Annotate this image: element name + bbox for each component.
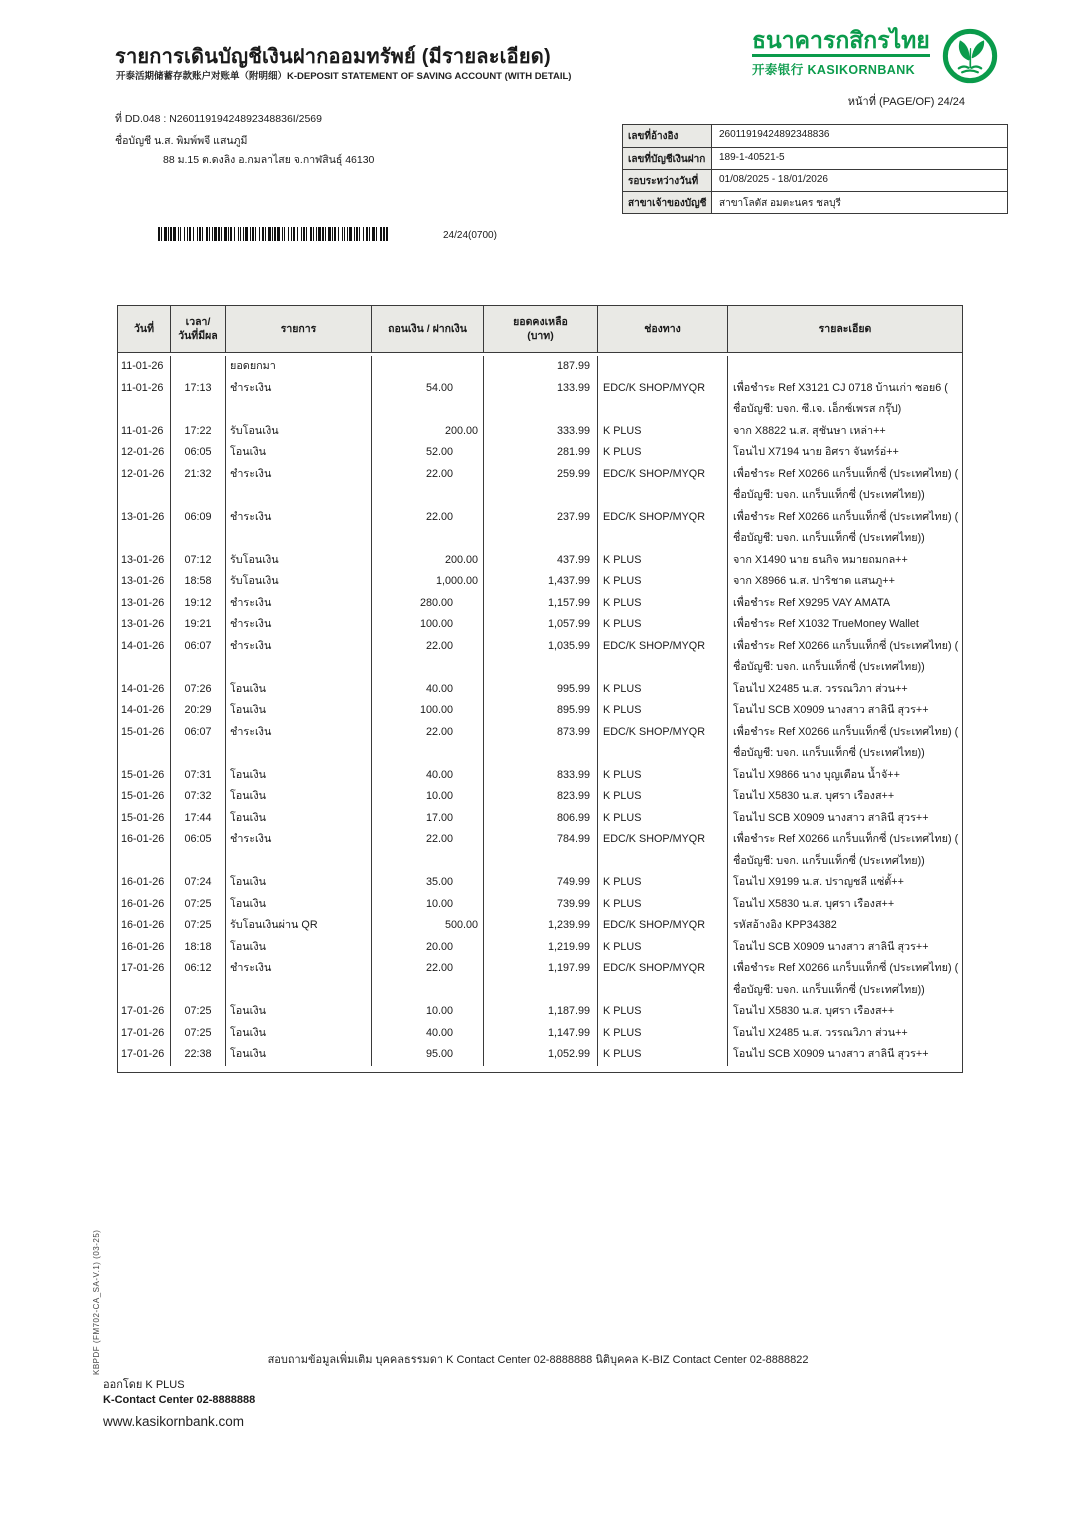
col-header-time: เวลา/ วันที่มีผล bbox=[171, 306, 226, 352]
txn-detail: เพื่อชำระ Ref X1032 TrueMoney Wallet bbox=[733, 618, 919, 630]
txn-time: 17:44 bbox=[171, 808, 226, 830]
bank-logo-text bbox=[752, 28, 930, 78]
txn-date: 11-01-26 bbox=[118, 378, 171, 421]
txn-amount: 22.00 bbox=[372, 829, 484, 872]
txn-balance: 1,437.99 bbox=[484, 571, 598, 593]
txn-time: 06:05 bbox=[171, 829, 226, 872]
txn-date: 11-01-26 bbox=[118, 421, 171, 443]
txn-date: 13-01-26 bbox=[118, 571, 171, 593]
issued-contact: K-Contact Center 02-8888888 bbox=[103, 1393, 256, 1406]
txn-time: 07:25 bbox=[171, 1001, 226, 1023]
txn-channel: EDC/K SHOP/MYQR bbox=[598, 829, 728, 872]
txn-date: 14-01-26 bbox=[118, 700, 171, 722]
txn-detail: โอนไป X5830 น.ส. บุศรา เรืองส++ bbox=[733, 790, 895, 802]
txn-channel: K PLUS bbox=[598, 872, 728, 894]
txn-detail: เพื่อชำระ Ref X0266 แกร็บแท็กซี่ (ประเทศไทย) ( ชื่อบัญชี: บจก. แกร็บแท็กซี่ (ประเทศไทย)) bbox=[733, 725, 959, 759]
txn-time: 07:25 bbox=[171, 915, 226, 937]
txn-date: 14-01-26 bbox=[118, 679, 171, 701]
txn-date: 12-01-26 bbox=[118, 442, 171, 464]
txn-channel bbox=[598, 356, 728, 378]
txn-description: ชำระเงิน bbox=[226, 464, 372, 507]
txn-date: 16-01-26 bbox=[118, 937, 171, 959]
txn-balance: 1,052.99 bbox=[484, 1044, 598, 1066]
txn-description: ยอดยกมา bbox=[226, 356, 372, 378]
txn-balance: 995.99 bbox=[484, 679, 598, 701]
txn-amount: 40.00 bbox=[372, 765, 484, 787]
txn-date: 13-01-26 bbox=[118, 614, 171, 636]
txn-description: ชำระเงิน bbox=[226, 958, 372, 1001]
info-value: 26011919424892348836 bbox=[719, 129, 830, 140]
txn-description: โอนเงิน bbox=[226, 1044, 372, 1066]
txn-date: 17-01-26 bbox=[118, 1044, 171, 1066]
txn-balance: 1,197.99 bbox=[484, 958, 598, 1001]
txn-amount: 22.00 bbox=[372, 464, 484, 507]
txn-balance: 784.99 bbox=[484, 829, 598, 872]
txn-detail: โอนไป X9199 น.ส. ปราญชลี แซ่ตั้++ bbox=[733, 876, 904, 888]
txn-amount: 100.00 bbox=[372, 614, 484, 636]
txn-time: 19:12 bbox=[171, 593, 226, 615]
txn-time: 18:18 bbox=[171, 937, 226, 959]
txn-detail: โอนไป SCB X0909 นางสาว สาลินี สุวร++ bbox=[733, 1048, 929, 1060]
info-row bbox=[623, 191, 1007, 213]
txn-date: 12-01-26 bbox=[118, 464, 171, 507]
logo-divider bbox=[752, 54, 930, 57]
txn-balance: 823.99 bbox=[484, 786, 598, 808]
account-info-box bbox=[622, 124, 1008, 214]
txn-date: 13-01-26 bbox=[118, 593, 171, 615]
txn-channel: K PLUS bbox=[598, 1044, 728, 1066]
rice-sprout-icon bbox=[942, 28, 998, 84]
txn-amount: 10.00 bbox=[372, 894, 484, 916]
txn-description: โอนเงิน bbox=[226, 679, 372, 701]
txn-channel: EDC/K SHOP/MYQR bbox=[598, 958, 728, 1001]
txn-amount: 200.00 bbox=[372, 421, 484, 443]
txn-balance: 873.99 bbox=[484, 722, 598, 765]
txn-amount: 35.00 bbox=[372, 872, 484, 894]
txn-channel: EDC/K SHOP/MYQR bbox=[598, 378, 728, 421]
txn-channel: K PLUS bbox=[598, 442, 728, 464]
txn-detail: โอนไป SCB X0909 นางสาว สาลินี สุวร++ bbox=[733, 811, 929, 824]
table-row bbox=[118, 700, 962, 722]
txn-channel: K PLUS bbox=[598, 700, 728, 722]
table-row bbox=[118, 937, 962, 959]
table-row bbox=[118, 421, 962, 443]
txn-description: โอนเงิน bbox=[226, 786, 372, 808]
txn-description: รับโอนเงิน bbox=[226, 571, 372, 593]
txn-balance: 1,035.99 bbox=[484, 636, 598, 679]
col-header-date: วันที่ bbox=[118, 306, 171, 352]
txn-channel: K PLUS bbox=[598, 421, 728, 443]
txn-detail: เพื่อชำระ Ref X0266 แกร็บแท็กซี่ (ประเทศไทย) ( ชื่อบัญชี: บจก. แกร็บแท็กซี่ (ประเทศไทย)) bbox=[733, 833, 959, 867]
txn-channel: K PLUS bbox=[598, 1001, 728, 1023]
txn-description: ชำระเงิน bbox=[226, 636, 372, 679]
txn-detail: โอนไป X2485 น.ส. วรรณวิภา ส่วน++ bbox=[733, 682, 908, 695]
txn-balance: 437.99 bbox=[484, 550, 598, 572]
txn-balance: 333.99 bbox=[484, 421, 598, 443]
txn-channel: K PLUS bbox=[598, 937, 728, 959]
table-row bbox=[118, 442, 962, 464]
info-row bbox=[623, 147, 1007, 169]
txn-amount: 40.00 bbox=[372, 1023, 484, 1045]
table-row bbox=[118, 915, 962, 937]
txn-balance: 1,219.99 bbox=[484, 937, 598, 959]
txn-amount: 95.00 bbox=[372, 1044, 484, 1066]
table-row bbox=[118, 378, 962, 421]
txn-date: 16-01-26 bbox=[118, 829, 171, 872]
txn-channel: K PLUS bbox=[598, 679, 728, 701]
txn-time: 19:21 bbox=[171, 614, 226, 636]
txn-channel: K PLUS bbox=[598, 808, 728, 830]
txn-description: โอนเงิน bbox=[226, 442, 372, 464]
info-row bbox=[623, 125, 1007, 147]
txn-detail: โอนไป SCB X0909 นางสาว สาลินี สุวร++ bbox=[733, 940, 929, 953]
txn-channel: K PLUS bbox=[598, 1023, 728, 1045]
txn-time: 06:07 bbox=[171, 722, 226, 765]
transactions-table bbox=[117, 305, 963, 1073]
form-code-vertical: KBPDF (FM702-CA_SA-V.1) (03-25) bbox=[92, 1229, 101, 1375]
bank-logo bbox=[752, 28, 998, 84]
table-row bbox=[118, 808, 962, 830]
table-row bbox=[118, 786, 962, 808]
txn-amount bbox=[372, 356, 484, 378]
contact-info-line: สอบถามข้อมูลเพิ่มเติม บุคคลธรรมดา K Contact Center 02-8888888 นิติบุคคล K-BIZ Contact Center 02-8888822 bbox=[267, 1354, 809, 1366]
txn-balance: 281.99 bbox=[484, 442, 598, 464]
txn-detail: เพื่อชำระ Ref X0266 แกร็บแท็กซี่ (ประเทศไทย) ( ชื่อบัญชี: บจก. แกร็บแท็กซี่ (ประเทศไทย)) bbox=[733, 510, 959, 544]
txn-time bbox=[171, 356, 226, 378]
txn-balance: 895.99 bbox=[484, 700, 598, 722]
table-row bbox=[118, 894, 962, 916]
txn-date: 16-01-26 bbox=[118, 872, 171, 894]
txn-date: 13-01-26 bbox=[118, 507, 171, 550]
bank-name-thai: ธนาคารกสิกรไทย bbox=[752, 27, 930, 53]
issued-by: ออกโดย K PLUS bbox=[103, 1379, 185, 1391]
account-address: 88 ม.15 ต.ดงลิง อ.กมลาไสย จ.กาฬสินธุ์ 46130 bbox=[163, 154, 375, 166]
txn-channel: K PLUS bbox=[598, 894, 728, 916]
txn-time: 06:05 bbox=[171, 442, 226, 464]
txn-detail: เพื่อชำระ Ref X0266 แกร็บแท็กซี่ (ประเทศไทย) ( ชื่อบัญชี: บจก. แกร็บแท็กซี่ (ประเทศไทย)) bbox=[733, 962, 959, 996]
txn-channel: K PLUS bbox=[598, 550, 728, 572]
txn-amount: 17.00 bbox=[372, 808, 484, 830]
table-row bbox=[118, 722, 962, 765]
txn-balance: 739.99 bbox=[484, 894, 598, 916]
txn-balance: 187.99 bbox=[484, 356, 598, 378]
txn-balance: 806.99 bbox=[484, 808, 598, 830]
txn-amount: 52.00 bbox=[372, 442, 484, 464]
txn-description: รับโอนเงิน bbox=[226, 421, 372, 443]
table-row bbox=[118, 356, 962, 378]
txn-time: 17:22 bbox=[171, 421, 226, 443]
txn-channel: K PLUS bbox=[598, 614, 728, 636]
col-header-detail: รายละเอียด bbox=[818, 322, 872, 335]
txn-detail bbox=[728, 356, 962, 378]
info-value: 01/08/2025 - 18/01/2026 bbox=[719, 173, 828, 185]
txn-detail: เพื่อชำระ Ref X0266 แกร็บแท็กซี่ (ประเทศไทย) ( ชื่อบัญชี: บจก. แกร็บแท็กซี่ (ประเทศไทย)) bbox=[733, 467, 959, 501]
txn-amount: 100.00 bbox=[372, 700, 484, 722]
txn-channel: EDC/K SHOP/MYQR bbox=[598, 722, 728, 765]
table-row bbox=[118, 679, 962, 701]
txn-time: 21:32 bbox=[171, 464, 226, 507]
txn-channel: EDC/K SHOP/MYQR bbox=[598, 636, 728, 679]
info-label: เลขที่บัญชีเงินฝาก bbox=[623, 148, 712, 169]
document-number: ที่ DD.048 : N26011919424892348836I/2569 bbox=[115, 113, 322, 125]
txn-description: ชำระเงิน bbox=[226, 722, 372, 765]
table-row bbox=[118, 958, 962, 1001]
txn-time: 18:58 bbox=[171, 571, 226, 593]
info-label: รอบระหว่างวันที่ bbox=[623, 170, 712, 191]
info-row bbox=[623, 169, 1007, 191]
txn-balance: 259.99 bbox=[484, 464, 598, 507]
table-row bbox=[118, 872, 962, 894]
txn-time: 20:29 bbox=[171, 700, 226, 722]
transactions-body bbox=[117, 353, 963, 1073]
txn-date: 16-01-26 bbox=[118, 915, 171, 937]
txn-detail: เพื่อชำระ Ref X9295 VAY AMATA bbox=[733, 596, 891, 609]
txn-amount: 500.00 bbox=[372, 915, 484, 937]
txn-detail: จาก X8966 น.ส. ปาริชาด แสนภู++ bbox=[733, 575, 895, 587]
bank-website: www.kasikornbank.com bbox=[103, 1413, 245, 1429]
txn-amount: 54.00 bbox=[372, 378, 484, 421]
txn-date: 15-01-26 bbox=[118, 786, 171, 808]
col-header-balance: ยอดคงเหลือ (บาท) bbox=[484, 306, 598, 352]
txn-description: ชำระเงิน bbox=[226, 829, 372, 872]
txn-detail: รหัสอ้างอิง KPP34382 bbox=[733, 919, 837, 931]
txn-time: 06:12 bbox=[171, 958, 226, 1001]
txn-amount: 280.00 bbox=[372, 593, 484, 615]
txn-detail: โอนไป X7194 นาย อิศรา จันทร์อ่++ bbox=[733, 446, 899, 458]
txn-detail: โอนไป X2485 น.ส. วรรณวิภา ส่วน++ bbox=[733, 1026, 908, 1039]
txn-description: โอนเงิน bbox=[226, 808, 372, 830]
txn-amount: 1,000.00 bbox=[372, 571, 484, 593]
barcode-caption: 24/24(0700) bbox=[443, 230, 497, 241]
txn-channel: EDC/K SHOP/MYQR bbox=[598, 915, 728, 937]
page-title: รายการเดินบัญชีเงินฝากออมทรัพย์ (มีรายละเอียด) bbox=[115, 46, 551, 68]
txn-time: 07:26 bbox=[171, 679, 226, 701]
txn-amount: 22.00 bbox=[372, 958, 484, 1001]
txn-balance: 1,187.99 bbox=[484, 1001, 598, 1023]
table-row bbox=[118, 765, 962, 787]
txn-channel: K PLUS bbox=[598, 593, 728, 615]
txn-date: 15-01-26 bbox=[118, 765, 171, 787]
txn-balance: 133.99 bbox=[484, 378, 598, 421]
col-header-channel: ช่องทาง bbox=[598, 306, 728, 352]
table-row bbox=[118, 550, 962, 572]
page-subtitle: 开泰活期储蓄存款账户对账单（附明细）K-DEPOSIT STATEMENT OF SAVING ACCOUNT (WITH DETAIL) bbox=[116, 71, 572, 82]
table-row bbox=[118, 1001, 962, 1023]
table-row bbox=[118, 507, 962, 550]
info-label: เลขที่อ้างอิง bbox=[623, 125, 712, 147]
txn-balance: 749.99 bbox=[484, 872, 598, 894]
page-number: หน้าที่ (PAGE/OF) 24/24 bbox=[847, 96, 965, 108]
txn-amount: 10.00 bbox=[372, 1001, 484, 1023]
table-row bbox=[118, 1023, 962, 1045]
txn-description: โอนเงิน bbox=[226, 1023, 372, 1045]
table-row bbox=[118, 636, 962, 679]
table-row bbox=[118, 614, 962, 636]
txn-amount: 22.00 bbox=[372, 507, 484, 550]
txn-detail: จาก X8822 น.ส. สุชันษา เหล่า++ bbox=[733, 424, 886, 437]
table-header bbox=[117, 305, 963, 353]
txn-channel: K PLUS bbox=[598, 765, 728, 787]
txn-date: 17-01-26 bbox=[118, 958, 171, 1001]
table-row bbox=[118, 464, 962, 507]
txn-detail: โอนไป X9866 นาง บุญเตือน น้ำจั++ bbox=[733, 768, 900, 781]
txn-channel: K PLUS bbox=[598, 571, 728, 593]
txn-time: 06:07 bbox=[171, 636, 226, 679]
account-name: ชื่อบัญชี น.ส. พิมพ์พจี แสนภูมี bbox=[115, 135, 248, 147]
txn-amount: 40.00 bbox=[372, 679, 484, 701]
issued-by-block bbox=[103, 1378, 255, 1431]
txn-time: 17:13 bbox=[171, 378, 226, 421]
txn-detail: โอนไป X5830 น.ส. บุศรา เรืองส++ bbox=[733, 1005, 895, 1017]
txn-date: 15-01-26 bbox=[118, 808, 171, 830]
txn-channel: K PLUS bbox=[598, 786, 728, 808]
txn-description: ชำระเงิน bbox=[226, 593, 372, 615]
txn-amount: 200.00 bbox=[372, 550, 484, 572]
txn-time: 07:32 bbox=[171, 786, 226, 808]
txn-detail: โอนไป SCB X0909 นางสาว สาลินี สุวร++ bbox=[733, 704, 929, 716]
info-value: สาขาโลตัส อมตะนคร ชลบุรี bbox=[719, 197, 841, 209]
txn-description: โอนเงิน bbox=[226, 1001, 372, 1023]
info-value: 189-1-40521-5 bbox=[719, 151, 785, 163]
txn-description: โอนเงิน bbox=[226, 700, 372, 722]
txn-date: 15-01-26 bbox=[118, 722, 171, 765]
txn-time: 07:25 bbox=[171, 1023, 226, 1045]
barcode bbox=[158, 227, 390, 241]
txn-channel: EDC/K SHOP/MYQR bbox=[598, 507, 728, 550]
txn-balance: 1,057.99 bbox=[484, 614, 598, 636]
txn-description: ชำระเงิน bbox=[226, 507, 372, 550]
txn-amount: 22.00 bbox=[372, 722, 484, 765]
txn-amount: 10.00 bbox=[372, 786, 484, 808]
txn-balance: 1,157.99 bbox=[484, 593, 598, 615]
txn-time: 07:25 bbox=[171, 894, 226, 916]
txn-date: 13-01-26 bbox=[118, 550, 171, 572]
txn-description: โอนเงิน bbox=[226, 765, 372, 787]
bank-name-sub: 开泰银行 KASIKORNBANK bbox=[752, 62, 916, 77]
table-row bbox=[118, 1044, 962, 1066]
txn-time: 07:12 bbox=[171, 550, 226, 572]
txn-detail: เพื่อชำระ Ref X0266 แกร็บแท็กซี่ (ประเทศไทย) ( ชื่อบัญชี: บจก. แกร็บแท็กซี่ (ประเทศไทย)) bbox=[733, 639, 959, 673]
txn-description: ชำระเงิน bbox=[226, 378, 372, 421]
txn-balance: 833.99 bbox=[484, 765, 598, 787]
txn-time: 07:31 bbox=[171, 765, 226, 787]
table-row bbox=[118, 829, 962, 872]
txn-description: ชำระเงิน bbox=[226, 614, 372, 636]
txn-description: โอนเงิน bbox=[226, 937, 372, 959]
info-label: สาขาเจ้าของบัญชี bbox=[623, 192, 712, 213]
txn-date: 17-01-26 bbox=[118, 1001, 171, 1023]
txn-time: 06:09 bbox=[171, 507, 226, 550]
txn-detail: จาก X1490 นาย ธนกิจ หมายถมกล++ bbox=[733, 553, 908, 566]
txn-detail: เพื่อชำระ Ref X3121 CJ 0718 บ้านเก่า ซอย6 ( ชื่อบัญชี: บจก. ซี.เจ. เอ็กซ์เพรส กรุ๊ป) bbox=[733, 381, 948, 415]
txn-description: โอนเงิน bbox=[226, 872, 372, 894]
txn-balance: 1,239.99 bbox=[484, 915, 598, 937]
txn-amount: 20.00 bbox=[372, 937, 484, 959]
txn-date: 16-01-26 bbox=[118, 894, 171, 916]
txn-description: รับโอนเงินผ่าน QR bbox=[226, 915, 372, 937]
txn-date: 14-01-26 bbox=[118, 636, 171, 679]
txn-description: โอนเงิน bbox=[226, 894, 372, 916]
txn-description: รับโอนเงิน bbox=[226, 550, 372, 572]
txn-date: 17-01-26 bbox=[118, 1023, 171, 1045]
col-header-description: รายการ bbox=[226, 306, 372, 352]
txn-channel: EDC/K SHOP/MYQR bbox=[598, 464, 728, 507]
txn-detail: โอนไป X5830 น.ส. บุศรา เรืองส++ bbox=[733, 897, 895, 910]
table-row bbox=[118, 571, 962, 593]
col-header-amount: ถอนเงิน / ฝากเงิน bbox=[372, 306, 484, 352]
txn-time: 22:38 bbox=[171, 1044, 226, 1066]
txn-balance: 1,147.99 bbox=[484, 1023, 598, 1045]
txn-amount: 22.00 bbox=[372, 636, 484, 679]
txn-balance: 237.99 bbox=[484, 507, 598, 550]
table-row bbox=[118, 593, 962, 615]
txn-time: 07:24 bbox=[171, 872, 226, 894]
txn-date: 11-01-26 bbox=[118, 356, 171, 378]
